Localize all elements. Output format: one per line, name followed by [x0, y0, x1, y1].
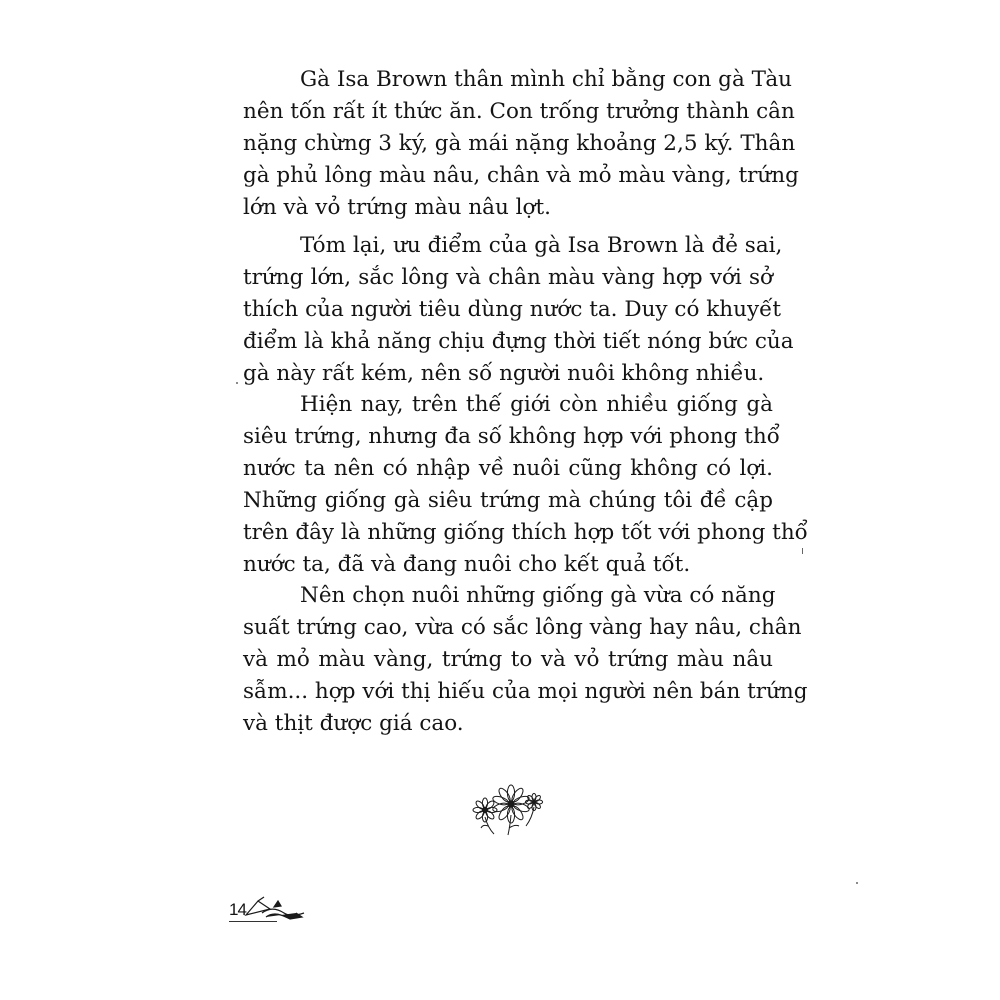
- text-line: nước ta nên có nhập về nuôi cũng không có lợi.: [243, 456, 773, 481]
- text-line: Tóm lại, ưu điểm của gà Isa Brown là đẻ sai,: [300, 233, 783, 258]
- text-line: trên đây là những giống thích hợp tốt với phong thổ: [243, 520, 808, 545]
- text-line: gà phủ lông màu nâu, chân và mỏ màu vàng, trứng: [243, 163, 799, 188]
- text-line: nên tốn rất ít thức ăn. Con trống trưởng thành cân: [243, 99, 795, 124]
- text-line: thích của người tiêu dùng nước ta. Duy có khuyết: [243, 297, 781, 322]
- bird-corner-icon: [244, 893, 306, 923]
- text-line: Hiện nay, trên thế giới còn nhiều giống gà: [300, 392, 773, 417]
- text-line: và mỏ màu vàng, trứng to và vỏ trứng màu nâu: [243, 647, 773, 672]
- text-line: và thịt được giá cao.: [243, 711, 464, 736]
- scan-speck: [236, 382, 238, 384]
- text-line: nặng chừng 3 ký, gà mái nặng khoảng 2,5 ký. Thân: [243, 131, 796, 156]
- text-line: Những giống gà siêu trứng mà chúng tôi đề cập: [243, 488, 773, 513]
- paragraph-2: [243, 230, 794, 390]
- scan-speck: [856, 882, 858, 884]
- text-line: sẫm... hợp với thị hiếu của mọi người nên bán trứng: [243, 679, 808, 704]
- text-line: lớn và vỏ trứng màu nâu lợt.: [243, 195, 551, 220]
- text-line: nước ta, đã và đang nuôi cho kết quả tốt.: [243, 552, 691, 577]
- text-line: siêu trứng, nhưng đa số không hợp với phong thổ: [243, 424, 780, 449]
- text-line: Nên chọn nuôi những giống gà vừa có năng: [300, 583, 776, 608]
- text-line: gà này rất kém, nên số người nuôi không nhiều.: [243, 361, 765, 386]
- text-line: Gà Isa Brown thân mình chỉ bằng con gà Tàu: [300, 67, 792, 92]
- text-line: trứng lớn, sắc lông và chân màu vàng hợp với sở: [243, 265, 773, 290]
- scan-speck: [802, 548, 803, 554]
- flower-ornament-icon: [468, 778, 548, 838]
- paragraph-3: [243, 389, 808, 581]
- page-number: 14: [229, 900, 246, 919]
- paragraph-1: [243, 64, 799, 224]
- text-line: suất trứng cao, vừa có sắc lông vàng hay nâu, chân: [243, 615, 802, 640]
- paragraph-4: [243, 580, 808, 740]
- text-line: điểm là khả năng chịu đựng thời tiết nóng bức của: [243, 329, 794, 354]
